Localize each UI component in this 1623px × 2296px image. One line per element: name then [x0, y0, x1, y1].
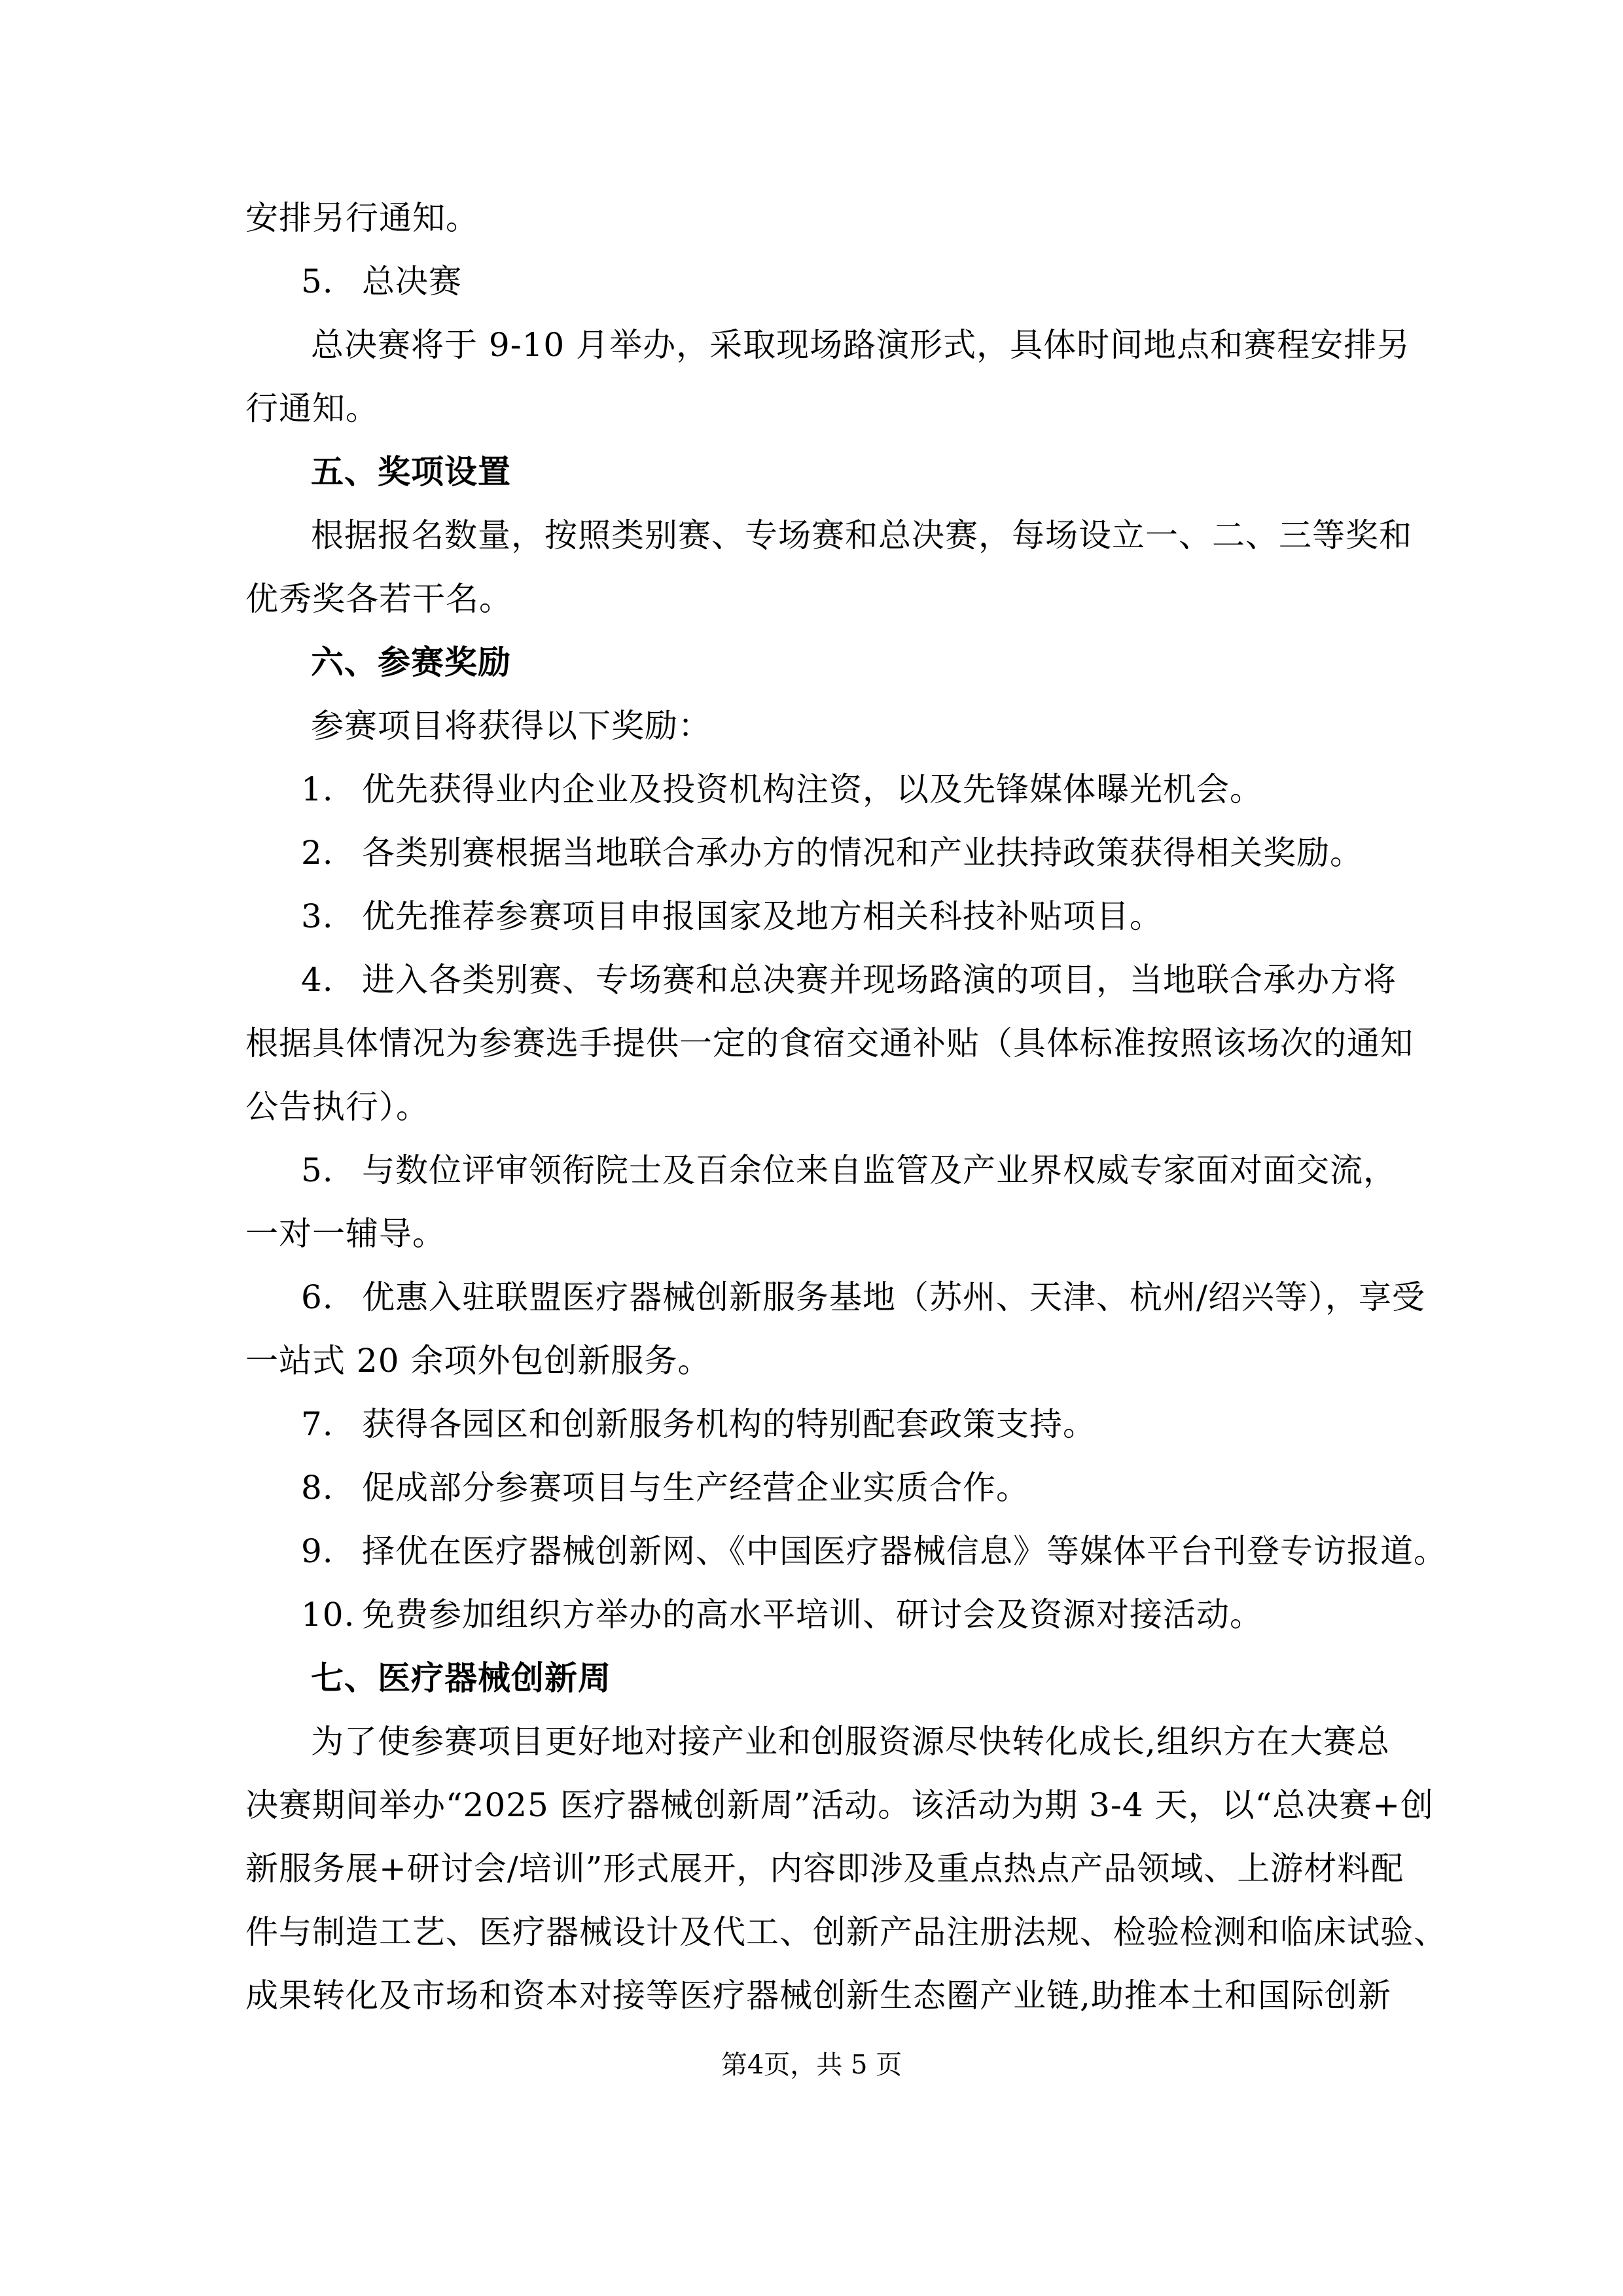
text-line: 一站式 20 余项外包创新服务。	[245, 1342, 711, 1380]
text-line: 件与制造工艺、医疗器械设计及代工、创新产品注册法规、检验检测和临床试验、	[245, 1913, 1447, 1951]
list-item	[245, 1456, 1378, 1520]
list-text: 择优在医疗器械创新网、《中国医疗器械信息》等媒体平台刊登专访报道。	[362, 1532, 1447, 1570]
text-line: 根据报名数量，按照类别赛、专场赛和总决赛，每场设立一、二、三等奖和	[311, 516, 1412, 554]
list-item	[245, 1266, 1425, 1329]
text-line: 总决赛将于 9-10 月举办，采取现场路演形式，具体时间地点和赛程安排另	[311, 326, 1411, 364]
list-text: 免费参加组织方举办的高水平培训、研讨会及资源对接活动。	[362, 1596, 1263, 1634]
list-number: 5.	[301, 1151, 334, 1189]
list-text: 优先推荐参赛项目申报国家及地方相关科技补贴项目。	[362, 897, 1163, 935]
text-line: 公告执行）。	[245, 1088, 429, 1126]
list-number: 8.	[301, 1469, 334, 1507]
text-line: 决赛期间举办“2025 医疗器械创新周”活动。该活动为期 3-4 天，以“总决赛+创	[245, 1786, 1435, 1824]
list-number: 3.	[301, 897, 334, 935]
section-heading: 五、奖项设置	[311, 453, 511, 491]
list-item	[245, 885, 1378, 948]
list-text: 优惠入驻联盟医疗器械创新服务基地（苏州、天津、杭州/绍兴等），享受	[362, 1278, 1425, 1316]
text-line: 一对一辅导。	[245, 1215, 446, 1253]
text-line: 成果转化及市场和资本对接等医疗器械创新生态圈产业链,助推本土和国际创新	[245, 1977, 1391, 2015]
list-number: 7.	[301, 1405, 334, 1443]
document-body	[245, 187, 1447, 2028]
list-item	[245, 1139, 1397, 1202]
text-line: 行通知。	[245, 389, 379, 427]
list-item	[245, 1583, 1378, 1647]
list-item	[245, 948, 1397, 1012]
section-heading: 七、医疗器械创新周	[311, 1659, 611, 1697]
list-number: 4.	[301, 961, 334, 999]
section-heading: 六、参赛奖励	[311, 643, 511, 681]
list-text: 促成部分参赛项目与生产经营企业实质合作。	[362, 1469, 1029, 1507]
list-number: 6.	[301, 1278, 334, 1316]
page-footer: 第4页，共 5 页	[721, 2050, 902, 2080]
list-text: 各类别赛根据当地联合承办方的情况和产业扶持政策获得相关奖励。	[362, 834, 1363, 872]
list-text: 进入各类别赛、专场赛和总决赛并现场路演的项目，当地联合承办方将	[362, 961, 1397, 999]
list-number: 2.	[301, 834, 334, 872]
list-item	[245, 1393, 1378, 1456]
list-number: 1.	[301, 770, 334, 808]
text-line: 为了使参赛项目更好地对接产业和创服资源尽快转化成长,组织方在大赛总	[311, 1723, 1390, 1761]
list-item	[245, 250, 1378, 314]
text-line: 根据具体情况为参赛选手提供一定的食宿交通补贴（具体标准按照该场次的通知	[245, 1024, 1414, 1062]
list-text: 优先获得业内企业及投资机构注资，以及先锋媒体曝光机会。	[362, 770, 1263, 808]
list-text: 获得各园区和创新服务机构的特别配套政策支持。	[362, 1405, 1096, 1443]
list-item	[245, 1520, 1447, 1583]
text-line: 安排另行通知。	[245, 199, 479, 237]
list-number: 10.	[301, 1596, 355, 1634]
text-line: 参赛项目将获得以下奖励：	[311, 707, 711, 745]
text-line: 优秀奖各若干名。	[245, 580, 512, 618]
list-text: 总决赛	[362, 262, 462, 300]
list-number: 5.	[301, 262, 334, 300]
list-number: 9.	[301, 1532, 334, 1570]
list-text: 与数位评审领衔院士及百余位来自监管及产业界权威专家面对面交流，	[362, 1151, 1397, 1189]
list-item	[245, 821, 1378, 885]
list-item	[245, 758, 1378, 821]
text-line: 新服务展+研讨会/培训”形式展开，内容即涉及重点热点产品领域、上游材料配	[245, 1850, 1404, 1888]
